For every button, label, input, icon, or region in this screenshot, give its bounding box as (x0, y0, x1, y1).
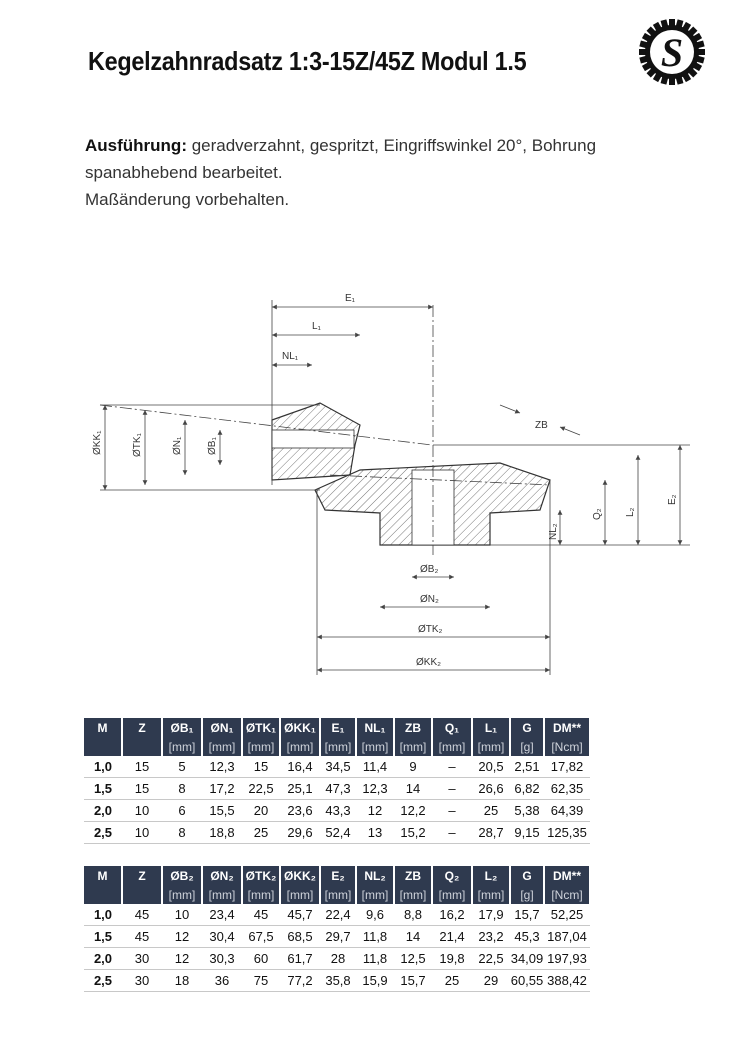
table-cell: 6,82 (510, 778, 544, 800)
table-cell: 9 (394, 756, 432, 778)
table-cell: 187,04 (544, 926, 590, 948)
unit-cell: [mm] (472, 886, 510, 904)
page-title: Kegelzahnradsatz 1:3-15Z/45Z Modul 1.5 (88, 46, 527, 76)
column-header: E₂ (320, 866, 356, 886)
column-header: ØKK₁ (280, 718, 320, 738)
label-kk1: ØKK₁ (92, 430, 103, 455)
unit-cell: [mm] (356, 886, 394, 904)
table-cell: 45 (122, 904, 162, 926)
label-n1: ØN₁ (172, 436, 183, 455)
table-cell: 22,4 (320, 904, 356, 926)
table-cell: 25 (432, 970, 472, 992)
unit-cell: [mm] (394, 738, 432, 756)
table-cell: 30 (122, 948, 162, 970)
gear-s-logo-icon (636, 16, 708, 88)
table-cell: 8,8 (394, 904, 432, 926)
table-cell: 29,7 (320, 926, 356, 948)
unit-cell: [mm] (320, 738, 356, 756)
table-cell: 28,7 (472, 822, 510, 844)
table-cell: 34,09 (510, 948, 544, 970)
table-cell: 17,2 (202, 778, 242, 800)
table-cell: 2,5 (84, 970, 122, 992)
column-header: ØN₂ (202, 866, 242, 886)
table-cell: 62,35 (544, 778, 590, 800)
table-cell: – (432, 800, 472, 822)
label-tk1: ØTK₁ (132, 433, 143, 457)
table-cell: 20,5 (472, 756, 510, 778)
description-bold: Ausführung: (85, 136, 187, 155)
table-cell: 36 (202, 970, 242, 992)
table-cell: 23,2 (472, 926, 510, 948)
unit-cell: [mm] (394, 886, 432, 904)
table-row (84, 822, 590, 844)
table-cell: 61,7 (280, 948, 320, 970)
table-cell: 12,3 (202, 756, 242, 778)
label-tk2: ØTK₂ (418, 624, 443, 635)
label-l1: L₁ (312, 321, 321, 332)
table-cell: 43,3 (320, 800, 356, 822)
unit-cell: [mm] (280, 738, 320, 756)
column-header: M (84, 718, 122, 738)
technical-drawing (90, 285, 710, 685)
table-cell: 16,4 (280, 756, 320, 778)
table-cell: 29 (472, 970, 510, 992)
pinion-table (84, 718, 591, 844)
table-cell: 25 (472, 800, 510, 822)
table-cell: 35,8 (320, 970, 356, 992)
column-header: DM** (544, 866, 590, 886)
table-cell: 25 (242, 822, 280, 844)
table-cell: 125,35 (544, 822, 590, 844)
unit-cell: [mm] (242, 738, 280, 756)
column-header: DM** (544, 718, 590, 738)
table-cell: 52,25 (544, 904, 590, 926)
table-cell: – (432, 756, 472, 778)
table-cell: 388,42 (544, 970, 590, 992)
table-cell: 14 (394, 778, 432, 800)
table-cell: 77,2 (280, 970, 320, 992)
table-cell: 28 (320, 948, 356, 970)
table-cell: 2,0 (84, 948, 122, 970)
table-cell: – (432, 822, 472, 844)
table-row (84, 800, 590, 822)
table-cell: 2,51 (510, 756, 544, 778)
table-cell: 1,0 (84, 904, 122, 926)
table-cell: 5,38 (510, 800, 544, 822)
table-cell: 15,2 (394, 822, 432, 844)
unit-cell: [mm] (320, 886, 356, 904)
table-cell: 2,5 (84, 822, 122, 844)
column-header: ØTK₁ (242, 718, 280, 738)
description (85, 132, 685, 213)
column-header: ZB (394, 866, 432, 886)
table-cell: 13 (356, 822, 394, 844)
column-header: ZB (394, 718, 432, 738)
table-cell: 9,6 (356, 904, 394, 926)
table-cell: 75 (242, 970, 280, 992)
label-nl1: NL₁ (282, 351, 299, 362)
table-cell: 8 (162, 822, 202, 844)
table-cell: 12 (356, 800, 394, 822)
table-cell: 2,0 (84, 800, 122, 822)
table-cell: 11,8 (356, 948, 394, 970)
table-row (84, 756, 590, 778)
table-cell: 29,6 (280, 822, 320, 844)
column-header: G (510, 718, 544, 738)
column-header: Z (122, 866, 162, 886)
unit-cell: [mm] (472, 738, 510, 756)
label-nl2: NL₂ (548, 523, 559, 540)
table-cell: 10 (122, 800, 162, 822)
label-b1: ØB₁ (207, 437, 218, 455)
table-cell: 30 (122, 970, 162, 992)
table-cell: 45,3 (510, 926, 544, 948)
table-cell: 15,7 (394, 970, 432, 992)
table-cell: 12,2 (394, 800, 432, 822)
table-cell: 60,55 (510, 970, 544, 992)
table-cell: 68,5 (280, 926, 320, 948)
column-header: M (84, 866, 122, 886)
unit-cell (84, 738, 122, 756)
table-cell: 45 (242, 904, 280, 926)
unit-cell: [mm] (432, 886, 472, 904)
unit-cell (122, 886, 162, 904)
table-cell: 9,15 (510, 822, 544, 844)
label-e1: E₁ (345, 293, 356, 304)
table-cell: 22,5 (472, 948, 510, 970)
unit-cell: [mm] (202, 738, 242, 756)
table-cell: 19,8 (432, 948, 472, 970)
table-cell: 45,7 (280, 904, 320, 926)
unit-cell (122, 738, 162, 756)
table-cell: 15 (122, 778, 162, 800)
table-row (84, 904, 590, 926)
table-cell: 12 (162, 926, 202, 948)
table-cell: 23,4 (202, 904, 242, 926)
table-cell: 22,5 (242, 778, 280, 800)
table-cell: 64,39 (544, 800, 590, 822)
table-cell: 30,4 (202, 926, 242, 948)
unit-cell: [mm] (202, 886, 242, 904)
unit-cell: [mm] (162, 886, 202, 904)
table-cell: 15,9 (356, 970, 394, 992)
column-header: ØN₁ (202, 718, 242, 738)
label-zb: ZB (535, 420, 548, 431)
table-cell: 17,9 (472, 904, 510, 926)
description-line3: Maßänderung vorbehalten. (85, 190, 290, 209)
table-row (84, 778, 590, 800)
table-cell: 52,4 (320, 822, 356, 844)
unit-cell: [Ncm] (544, 886, 590, 904)
table-cell: 16,2 (432, 904, 472, 926)
table-cell: 6 (162, 800, 202, 822)
table-cell: 12,5 (394, 948, 432, 970)
table-cell: 45 (122, 926, 162, 948)
column-header: Q₂ (432, 866, 472, 886)
table-cell: 14 (394, 926, 432, 948)
table-cell: 18,8 (202, 822, 242, 844)
column-header: ØKK₂ (280, 866, 320, 886)
table-cell: 1,5 (84, 926, 122, 948)
table-cell: – (432, 778, 472, 800)
description-line2: spanabhebend bearbeitet. (85, 163, 283, 182)
unit-cell (84, 886, 122, 904)
table-cell: 1,0 (84, 756, 122, 778)
label-n2: ØN₂ (420, 594, 439, 605)
column-header: NL₂ (356, 866, 394, 886)
table-cell: 67,5 (242, 926, 280, 948)
unit-cell: [mm] (242, 886, 280, 904)
label-q2: Q₂ (592, 508, 603, 520)
table-cell: 15,7 (510, 904, 544, 926)
table-row (84, 926, 590, 948)
column-header: ØTK₂ (242, 866, 280, 886)
unit-cell: [mm] (162, 738, 202, 756)
column-header: G (510, 866, 544, 886)
table-row (84, 970, 590, 992)
unit-cell: [mm] (280, 886, 320, 904)
table-cell: 15,5 (202, 800, 242, 822)
table-cell: 15 (242, 756, 280, 778)
unit-cell: [mm] (356, 738, 394, 756)
description-line1: geradverzahnt, gespritzt, Eingriffswinkel 20°, Bohrung (186, 136, 597, 155)
label-e2: E₂ (667, 494, 678, 505)
table-cell: 12 (162, 948, 202, 970)
table-cell: 26,6 (472, 778, 510, 800)
label-b2: ØB₂ (420, 564, 439, 575)
unit-cell: [g] (510, 738, 544, 756)
unit-cell: [g] (510, 886, 544, 904)
table-cell: 10 (122, 822, 162, 844)
table-cell: 11,8 (356, 926, 394, 948)
column-header: Q₁ (432, 718, 472, 738)
label-l2: L₂ (625, 507, 636, 517)
column-header: L₁ (472, 718, 510, 738)
column-header: NL₁ (356, 718, 394, 738)
table-cell: 8 (162, 778, 202, 800)
column-header: L₂ (472, 866, 510, 886)
table-cell: 20 (242, 800, 280, 822)
table-row (84, 948, 590, 970)
table-cell: 11,4 (356, 756, 394, 778)
table-cell: 47,3 (320, 778, 356, 800)
table-cell: 5 (162, 756, 202, 778)
table-cell: 197,93 (544, 948, 590, 970)
table-cell: 1,5 (84, 778, 122, 800)
column-header: ØB₁ (162, 718, 202, 738)
table-cell: 34,5 (320, 756, 356, 778)
table-cell: 60 (242, 948, 280, 970)
table-cell: 18 (162, 970, 202, 992)
unit-cell: [Ncm] (544, 738, 590, 756)
column-header: Z (122, 718, 162, 738)
table-cell: 25,1 (280, 778, 320, 800)
gear-table (84, 866, 591, 992)
column-header: E₁ (320, 718, 356, 738)
table-cell: 23,6 (280, 800, 320, 822)
column-header: ØB₂ (162, 866, 202, 886)
table-cell: 21,4 (432, 926, 472, 948)
label-kk2: ØKK₂ (416, 657, 441, 668)
logo-letter: S (660, 30, 684, 75)
table-cell: 17,82 (544, 756, 590, 778)
table-cell: 15 (122, 756, 162, 778)
table-cell: 12,3 (356, 778, 394, 800)
table-cell: 10 (162, 904, 202, 926)
unit-cell: [mm] (432, 738, 472, 756)
table-cell: 30,3 (202, 948, 242, 970)
